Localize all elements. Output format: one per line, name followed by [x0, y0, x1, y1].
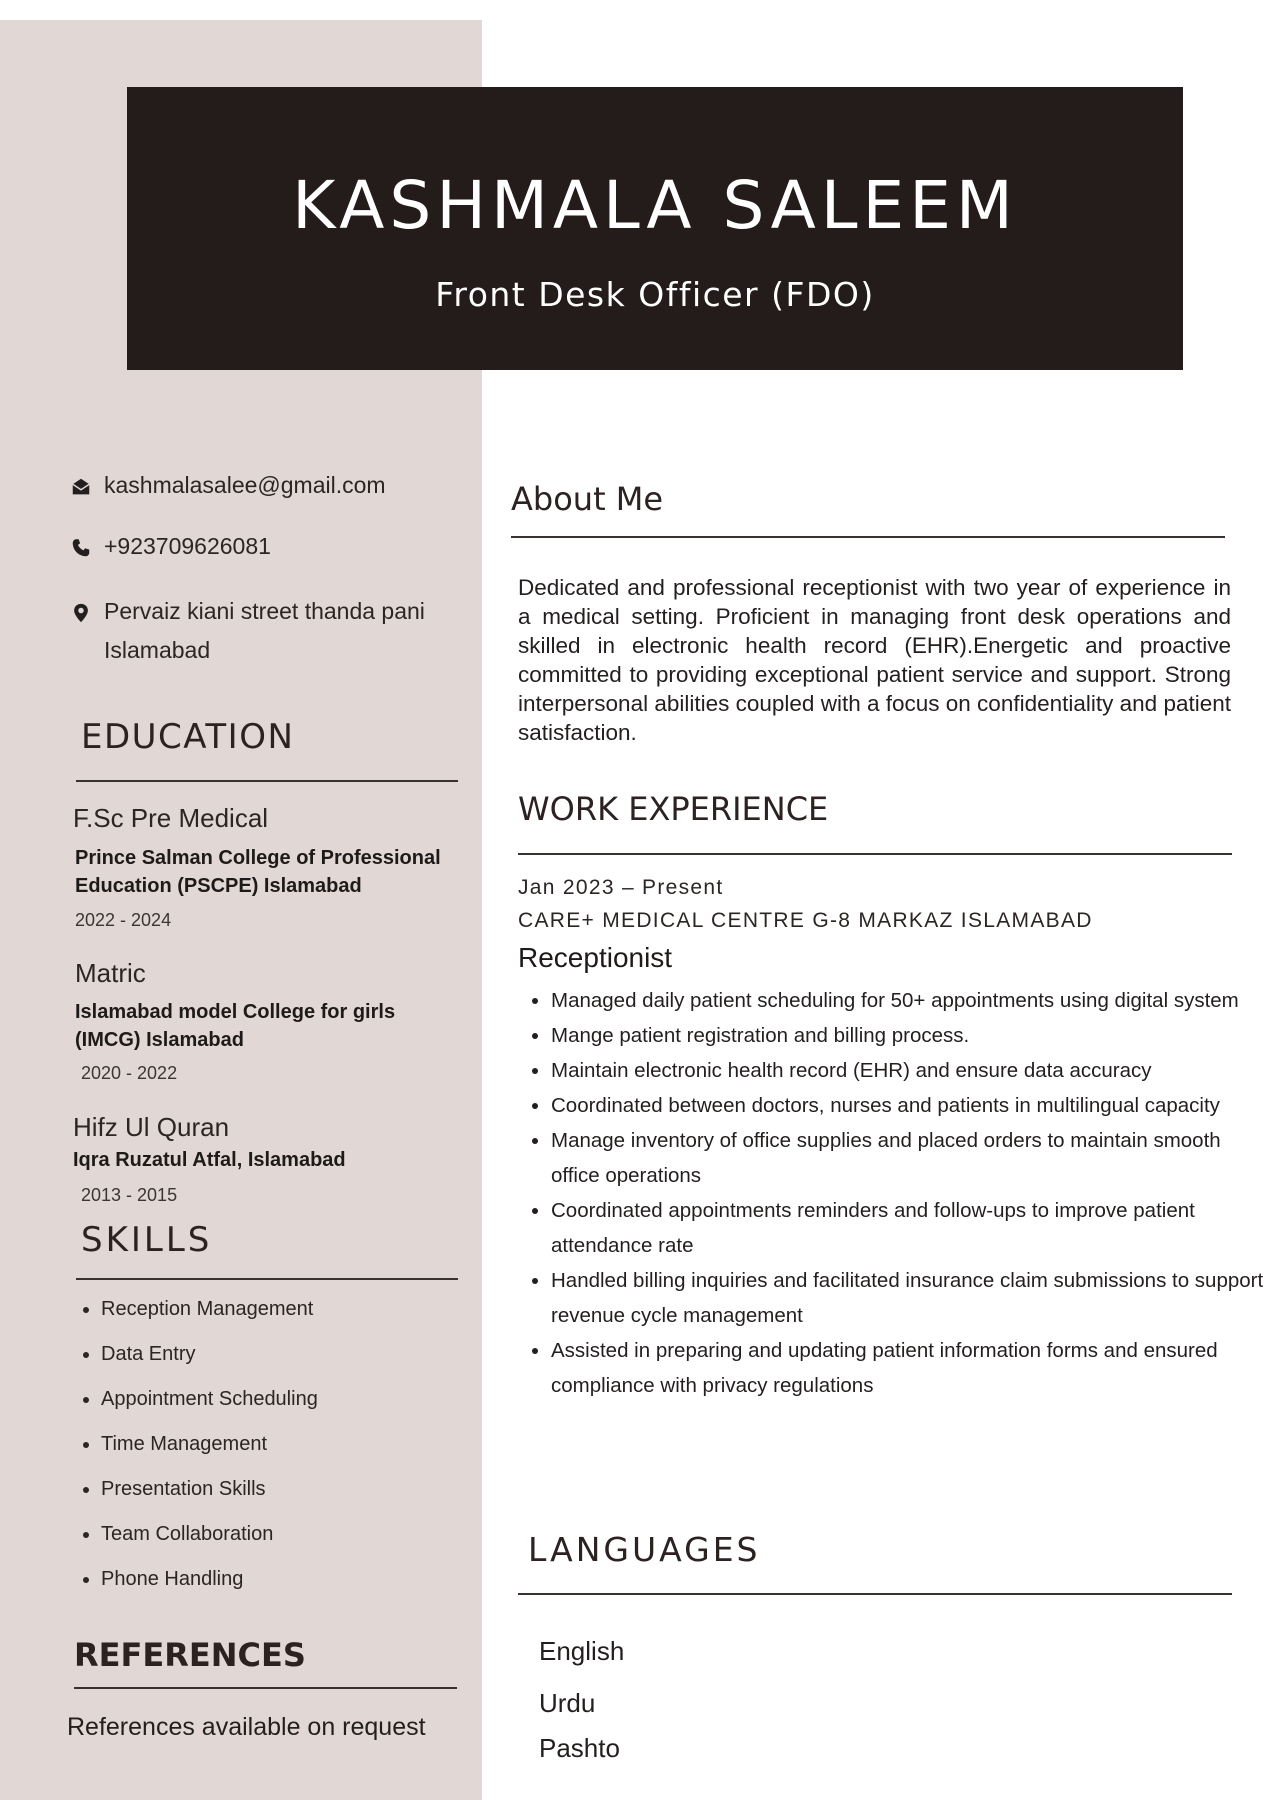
- list-item: • Data Entry: [101, 1334, 318, 1379]
- references-text: References available on request: [67, 1713, 426, 1741]
- list-item: • Reception Management: [101, 1289, 318, 1334]
- education-school: Islamabad model College for girls (IMCG) Islamabad: [75, 1001, 396, 1051]
- candidate-name: KASHMALA SALEEM: [292, 167, 1018, 244]
- candidate-title: Front Desk Officer (FDO): [435, 275, 875, 314]
- email-text: kashmalasalee@gmail.com: [104, 472, 386, 498]
- resume-header: [127, 87, 1183, 370]
- education-divider: [76, 780, 458, 782]
- contact-phone[interactable]: [70, 533, 271, 572]
- list-item: • Coordinated between doctors, nurses and patients in multilingual capacity: [551, 1088, 1271, 1123]
- education-degree: F.Sc Pre Medical: [73, 803, 269, 833]
- education-school: Iqra Ruzatul Atfal, Islamabad: [73, 1149, 346, 1171]
- list-item: • Handled billing inquiries and facilitated insurance claim submissions to support revenue cycle management: [551, 1263, 1271, 1333]
- list-item: • Coordinated appointments reminders and follow-ups to improve patient attendance rate: [551, 1193, 1271, 1263]
- education-degree: Hifz Ul Quran: [73, 1112, 230, 1142]
- list-item: • Assisted in preparing and updating patient information forms and ensured compliance with privacy regulations: [551, 1333, 1271, 1403]
- language-item: English: [539, 1636, 625, 1666]
- about-heading: About Me: [511, 480, 664, 518]
- about-divider: [511, 536, 1225, 538]
- contact-address: [70, 598, 425, 676]
- languages-heading: LANGUAGES: [528, 1530, 761, 1569]
- education-degree: Matric: [75, 958, 146, 988]
- job-duties-list: [526, 983, 1271, 1403]
- skills-list: [76, 1289, 318, 1604]
- education-years: 2020 - 2022: [81, 1063, 178, 1083]
- list-item: • Team Collaboration: [101, 1514, 318, 1559]
- list-item: • Time Management: [101, 1424, 318, 1469]
- job-dates: Jan 2023 – Present: [518, 876, 724, 899]
- education-school: Prince Salman College of Professional Education (PSCPE) Islamabad: [75, 847, 441, 897]
- location-pin-icon: [70, 602, 92, 624]
- list-item: • Appointment Scheduling: [101, 1379, 318, 1424]
- list-item: • Maintain electronic health record (EHR) and ensure data accuracy: [551, 1053, 1271, 1088]
- experience-heading: WORK EXPERIENCE: [518, 790, 829, 828]
- education-years: 2013 - 2015: [81, 1185, 178, 1205]
- education-heading: EDUCATION: [81, 717, 295, 757]
- list-item: • Mange patient registration and billing process.: [551, 1018, 1271, 1053]
- phone-icon: [70, 537, 92, 559]
- language-item: Pashto: [539, 1733, 620, 1763]
- language-item: Urdu: [539, 1688, 596, 1718]
- list-item: • Presentation Skills: [101, 1469, 318, 1514]
- list-item: • Managed daily patient scheduling for 50+ appointments using digital system: [551, 983, 1271, 1018]
- references-divider: [74, 1687, 457, 1689]
- about-paragraph: Dedicated and professional receptionist with two year of experience in a medical setting. Proficient in managing front desk operations and skilled in electronic health record (EHR).Energetic and proactive committed to providing exceptional patient service and support. Strong interpersonal abilities coupled with a focus on confidentiality and patient satisfaction.: [518, 575, 1231, 745]
- references-heading: REFERENCES: [74, 1636, 306, 1674]
- job-role: Receptionist: [518, 942, 673, 973]
- address-line-1: Pervaiz kiani street thanda pani: [104, 598, 425, 624]
- education-years: 2022 - 2024: [75, 910, 172, 930]
- languages-divider: [518, 1593, 1232, 1595]
- list-item: • Phone Handling: [101, 1559, 318, 1604]
- job-company: CARE+ MEDICAL CENTRE G-8 MARKAZ ISLAMABAD: [518, 909, 1093, 932]
- address-line-2: Islamabad: [104, 637, 211, 663]
- list-item: • Manage inventory of office supplies and placed orders to maintain smooth office operations: [551, 1123, 1271, 1193]
- skills-divider: [76, 1278, 458, 1280]
- envelope-icon: [70, 476, 92, 498]
- contact-email[interactable]: [70, 472, 386, 511]
- experience-divider: [518, 853, 1232, 855]
- skills-heading: SKILLS: [81, 1220, 213, 1260]
- phone-text: +923709626081: [104, 533, 271, 559]
